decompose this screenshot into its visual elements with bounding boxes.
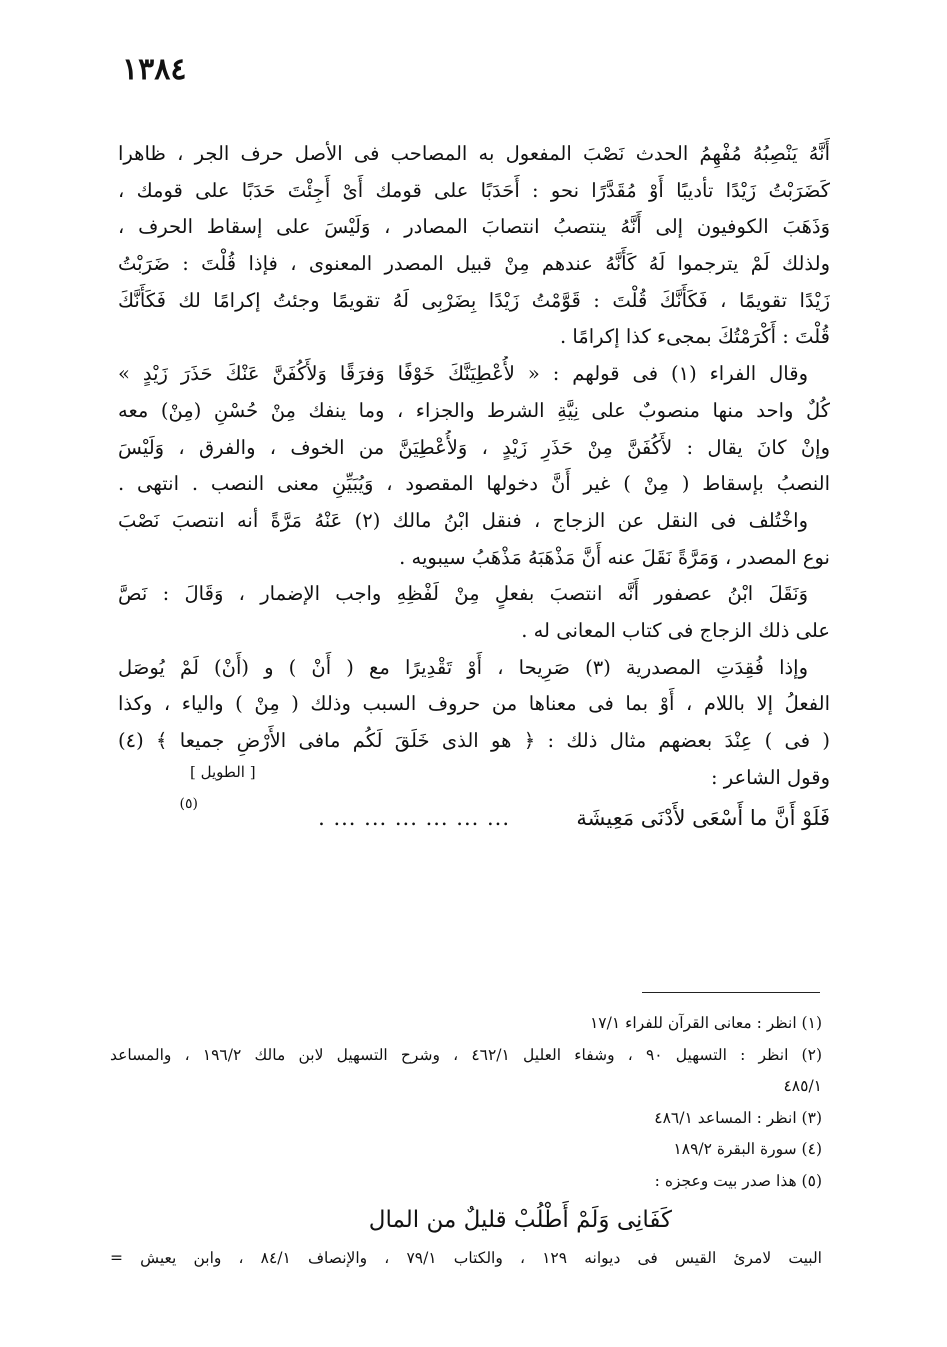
verse-footnote-ref: (٥) [179,796,198,813]
text-line-11: واخْتُلف فى النقل عن الزجاج ، فنقل ابْنُ مالك (٢) عَنْهُ مَرَّةً أنه انتصبَ نَصْبَ [118,508,808,532]
text-line-15: وإذا فُقِدَتِ المصدرية (٣) صَرِيحا ، أَوْ تَقْدِيرًا مع ( أَنْ ) و (أَنْ) لَمْ يُوصَل [118,655,809,679]
footnote-divider [642,992,820,993]
text-line-6: قُلْتَ : أَكْرَمْتُكَ بمجىء كذا إكرامًا . [559,325,830,349]
footnote-5: (٥) هذا صدر بيت وعجزه : [654,1171,822,1190]
text-line-8: كُلٌ واحد منها منصوبٌ على نِيَّةِ الشرط والجزاء ، وما ينفك مِنْ حُسْنِ (مِنْ) معه [118,398,830,422]
meter-label: [ الطويل ] [190,762,256,781]
page-number: ١٣٨٤ [122,52,187,87]
text-line-2: كَضَرَبْتُ زَيْدًا تأديبًا أَوْ مُقَدَّرًا نحو : أَحَدَبًا على قومك أَىْ أَجِئْتَ حَدَبًا على قومك ، [118,178,830,202]
verse-missing-hemistich: ... ... ... ... ... ... . [318,806,510,831]
text-line-16: الفعلُ إلا باللام ، أَوْ بما فى معناها من حروف السبب وذلك ( مِنْ ) والياء ، وكذا [118,692,830,716]
text-line-7: وقال الفراء (١) فى قولهم : « لأُعْطِيَنَّكَ خَوْفًا وَفرَقًا وَلأَكُفَنَّ عَنْكَ حَذَرَ زَيْدٍ » [118,362,808,386]
text-line-3: وَذَهَبَ الكوفيون إلى أَنَّهُ ينتصبُ انتصابَ المصادر ، وَلَيْسَ على إسقاط الحرف ، [118,215,830,239]
poet-intro: وقول الشاعر : [710,765,830,789]
text-line-13: وَنَقَلَ ابْنُ عصفور أَنَّه انتصبَ بفعلٍ مِنْ لَفْظِهِ واجب الإضمار ، وَقَالَ : نَصَّ [118,582,808,606]
text-line-12: نوع المصدر ، وَمَرَّةً نَقَلَ عنه أَنَّ مَذْهَبَهُ مَذْهَبُ سيبويه . [399,545,830,569]
text-line-1: أَنَّهُ يَنْصِبُهُ مُفْهِمُ الحدث نَصْبَ المفعول به المصاحب فى الأصل حرف الجر ، ظاهرا [118,142,830,165]
text-line-14: على ذلك الزجاج فى كتاب المعانى له . [521,618,830,642]
footnote-4: (٤) سورة البقرة ١٨٩/٢ [673,1140,822,1158]
footnote-1: (١) انظر : معانى القرآن للفراء ١٧/١ [589,1014,822,1032]
text-line-5: زَيْدًا تقويمًا ، فَكَأَنَّكَ قُلْتَ : قَوَّمْتُ زَيْدًا بِضَرْبِى لَهُ تقويمًا وجئتُ إكرامًا لك فَكَأَنَّكَ [118,288,830,312]
footnotes [110,1008,822,1275]
text-line-4: ولذلك لَمْ يترجموا لَهُ كَأَنَّهُ عندهم مِنْ قبيل المصدر المعنوى ، فإذا قُلْتَ : ضَرَبْتُ [118,252,830,276]
text-line-10: النصبُ بإسقاط ( مِنْ ) غير أَنَّ دخولها المقصود ، وَيُبَيِّنِ معنى النصب . انتهى . [118,472,830,496]
verse-line [118,796,830,840]
footnote-2-continued: ٤٨٥/١ [783,1077,822,1095]
text-line-17: ( فى ) عِنْدَ بعضهم مثال ذلك : ﴿ هو الذى خَلَقَ لَكُم مافى الأَرْضِ جميعا ﴾ (٤) [118,729,830,752]
footnote-5-verse: كَفَانِى وَلَمْ أَطْلُبْ قليلٌ من المال [368,1207,672,1233]
main-text [118,136,830,840]
footnote-2: (٢) انظر : التسهيل ٩٠ ، وشفاء العليل ٤٦٢/١ ، وشرح التسهيل لابن مالك ١٩٦/٢ ، والمساعد [110,1045,822,1064]
footnote-5-source: البيت لامرئ القيس فى ديوانه ١٢٩ ، والكتاب ٧٩/١ ، والإنصاف ٨٤/١ ، وابن يعيش = [110,1249,822,1267]
verse-first-hemistich: فَلَوْ أَنَّ ما أَسْعَى لأَدْنَى مَعِيشَة [576,806,830,831]
footnote-3: (٣) انظر : المساعد ٤٨٦/١ [654,1108,822,1127]
poet-intro-line [118,760,830,797]
text-line-9: وإنْ كانَ يقال : لأَكُفَنَّ مِنْ حَذَرِ زَيْدٍ ، وَلأُعْطِيَنَّ من الخوف ، والفرق ، وَلَيْسَ [118,435,830,459]
